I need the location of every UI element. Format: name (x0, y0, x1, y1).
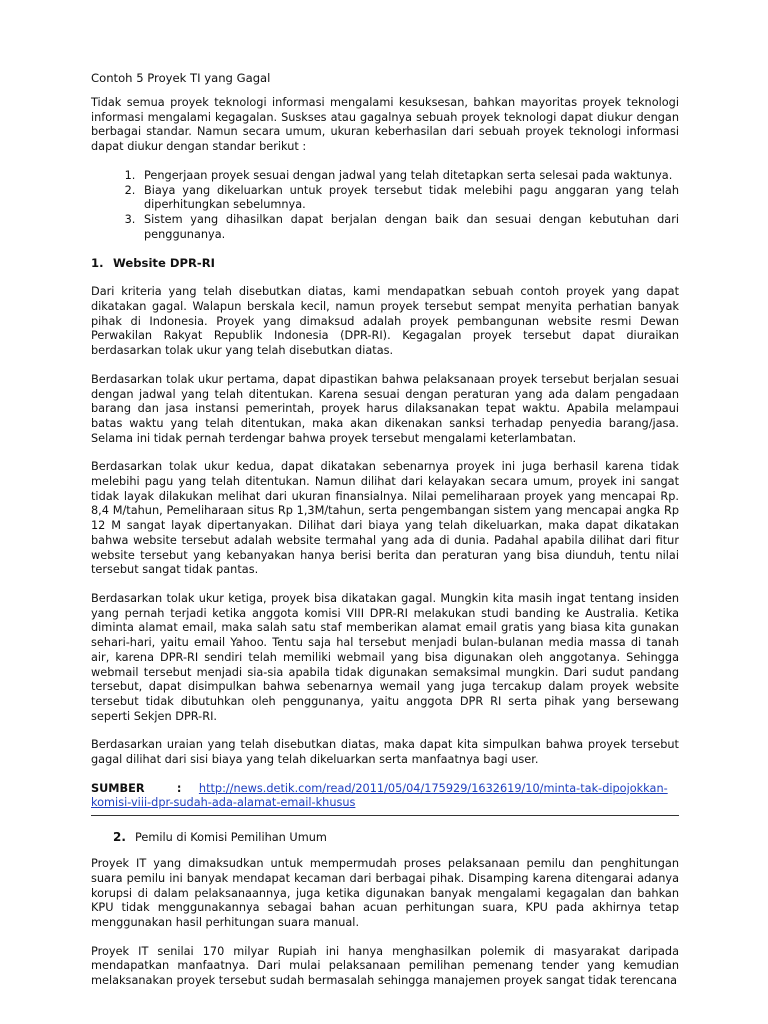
source-line (91, 782, 679, 811)
criteria-item: 1. Pengerjaan proyek sesuai dengan jadwal yang telah ditetapkan serta selesai pada waktunya. (139, 169, 679, 184)
section-divider (91, 815, 679, 816)
intro-paragraph: Tidak semua proyek teknologi informasi mengalami kesuksesan, bahkan mayoritas proyek teknologi informasi mengalami kegagalan. Suskses atau gagalnya sebuah proyek teknologi dapat diukur dengan berbagai standar. Namun secara umum, ukuran keberhasilan dari sebuah proyek teknologi informasi dapat diukur dengan standar berikut : (91, 96, 679, 154)
section-1-number: 1. (91, 256, 104, 271)
document-title: Contoh 5 Proyek TI yang Gagal (91, 71, 271, 85)
source-colon: : (176, 781, 182, 795)
section-2-number: 2. (113, 830, 126, 845)
section-2-paragraph: Proyek IT yang dimaksudkan untuk mempermudah proses pelaksanaan pemilu dan penghitungan suara pemilu ini banyak mendapat kecaman dari berbagai pihak. Disamping karena ditengarai adanya korupsi di dalam pelaksanaannya, juga ketika digunakan banyak mengalami kegagalan dan bahkan KPU tidak menggunakannya sebagai bahan acuan perhitungan suara, KPU pada akhirnya tetap menggunakan hasil perhitungan suara manual. (91, 857, 679, 929)
section-1-paragraph: Berdasarkan tolak ukur pertama, dapat dipastikan bahwa pelaksanaan proyek tersebut berjalan sesuai dengan jadwal yang telah ditentukan. Karena sesuai dengan peraturan yang ada dalam pengadaan barang dan jasa instansi pemerintah, proyek harus dilaksanakan tepat waktu. Apabila melampaui batas waktu yang telah ditentukan, maka akan dikenakan sanksi terhadap penyedia barang/jasa. Selama ini tidak pernah terdengar bahwa proyek tersebut mengalami keterlambatan. (91, 372, 679, 445)
section-2-paragraph: Proyek IT senilai 170 milyar Rupiah ini hanya menghasilkan polemik di masyarakat daripada mendapatkan manfaatnya. Dari mulai pelaksanaan pemilihan pemenang tender yang kemudian melaksanakan proyek tersebut sudah bermasalah sehingga manajemen proyek sangat tidak terencana (91, 944, 679, 988)
section-1-paragraph: Berdasarkan uraian yang telah disebutkan diatas, maka dapat kita simpulkan bahwa proyek tersebut gagal dilihat dari sisi biaya yang telah dikeluarkan serta manfaatnya bagi user. (91, 738, 679, 767)
source-label: SUMBER (91, 781, 145, 795)
section-2-title: Pemilu di Komisi Pemilihan Umum (135, 831, 327, 845)
criteria-item: 3. Sistem yang dihasilkan dapat berjalan dengan baik dan sesuai dengan kebutuhan dari penggunanya. (139, 213, 679, 242)
success-criteria-list (91, 169, 679, 243)
section-1-paragraph: Berdasarkan tolak ukur ketiga, proyek bisa dikatakan gagal. Mungkin kita masih ingat tentang insiden yang pernah terjadi ketika anggota komisi VIII DPR-RI melakukan studi banding ke Australia. Ketika diminta alamat email, maka salah satu staf memberikan alamat email gratis yang biasa kita gunakan sehari-hari, yaitu email Yahoo. Tentu saja hal tersebut menjadi bulan-bulanan media massa di tanah air, karena DPR-RI sendiri telah memiliki webmail yang bisa digunakan oleh anggotanya. Sehingga webmail tersebut menjadi sia-sia apabila tidak digunakan semaksimal mungkin. Dari sudut pandang tersebut, dapat disimpulkan bahwa sebenarnya wemail yang juga tercakup dalam proyek website tersebut tidak dibutuhkan oleh penggunanya, yaitu anggota DPR RI serta pihak yang bersewang seperti Sekjen DPR-RI. (91, 591, 679, 723)
section-1-title: Website DPR-RI (113, 256, 215, 271)
criteria-item: 2. Biaya yang dikeluarkan untuk proyek tersebut tidak melebihi pagu anggaran yang telah diperhitungkan sebelumnya. (139, 184, 679, 213)
section-1-paragraph: Dari kriteria yang telah disebutkan diatas, kami mendapatkan sebuah contoh proyek yang dapat dikatakan gagal. Walapun berskala kecil, namun proyek tersebut sempat menyita perhatian banyak pihak di Indonesia. Proyek yang dimaksud adalah proyek pembangunan website resmi Dewan Perwakilan Rakyat Republik Indonesia (DPR-RI). Kegagalan proyek tersebut dapat diuraikan berdasarkan tolak ukur yang telah disebutkan diatas. (91, 285, 679, 358)
section-2-heading (113, 830, 679, 845)
section-1-paragraph: Berdasarkan tolak ukur kedua, dapat dikatakan sebenarnya proyek ini juga berhasil karena tidak melebihi pagu yang telah ditentukan. Namun dilihat dari kelayakan secara umum, proyek ini sangat tidak layak dilakukan melihat dari ukuran finansialnya. Nilai pemeliharaan proyek yang mencapai Rp. 8,4 M/tahun, Pemeliharaan situs Rp 1,3M/tahun, serta pengembangan sistem yang mencapai angka Rp 12 M sangat layak dipertanyakan. Dilihat dari biaya yang telah dikeluarkan, maka dapat dikatakan bahwa website tersebut adalah website termahal yang ada di dunia. Padahal apabila dilihat dari fitur website tersebut yang kebanyakan hanya berisi berita dan peraturan yang bisa diunduh, tentu nilai tersebut sangat tidak pantas. (91, 460, 679, 577)
source-link[interactable]: http://news.detik.com/read/2011/05/04/175929/1632619/10/minta-tak-dipojokkan-komisi-viii-dpr-sudah-ada-alamat-email-khusus (91, 781, 668, 810)
section-1-heading (91, 256, 679, 271)
